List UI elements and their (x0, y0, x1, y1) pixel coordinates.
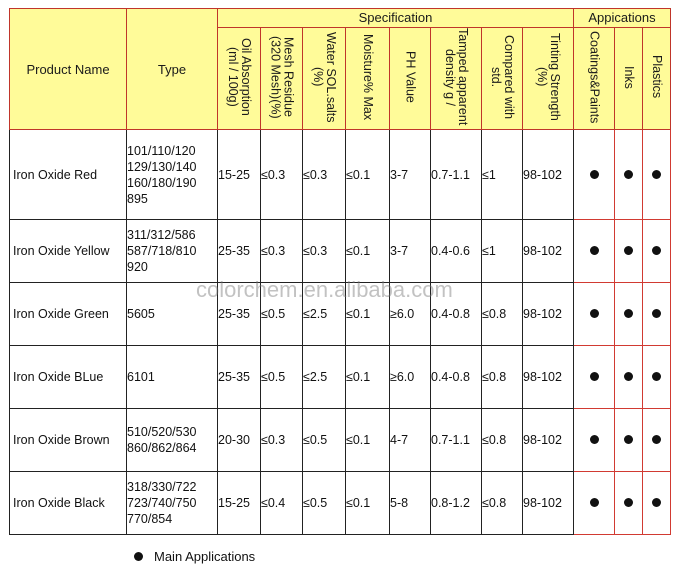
coatings-cell (574, 220, 615, 283)
header-mesh-residue (261, 28, 303, 130)
inks-cell (615, 220, 643, 283)
mesh-residue-cell: ≤0.5 (261, 346, 303, 409)
compared-with-std-cell: ≤1 (482, 220, 523, 283)
type-cell (127, 130, 218, 220)
oil-absorption-cell: 25-35 (218, 283, 261, 346)
ph-value-cell: 4-7 (390, 409, 431, 472)
bullet-dot-icon (652, 170, 661, 179)
tamped-density-cell: 0.7-1.1 (431, 130, 482, 220)
bullet-dot-icon (590, 435, 599, 444)
ph-value-cell: 3-7 (390, 130, 431, 220)
tinting-strength-cell: 98-102 (523, 130, 574, 220)
ph-value-cell: ≥6.0 (390, 346, 431, 409)
table-row (10, 283, 671, 346)
type-line: 587/718/810 (127, 244, 197, 258)
header-coatings-paints (574, 28, 615, 130)
oil-absorption-cell: 15-25 (218, 472, 261, 535)
header-applications-group: Appications (574, 9, 671, 28)
header-compared-with-std-label: Compared with std. (489, 34, 516, 120)
ph-value-cell: 3-7 (390, 220, 431, 283)
oil-absorption-cell: 15-25 (218, 130, 261, 220)
mesh-residue-cell: ≤0.4 (261, 472, 303, 535)
legend-bullet-icon (134, 552, 143, 561)
tamped-density-cell: 0.4-0.8 (431, 283, 482, 346)
type-cell (127, 409, 218, 472)
header-product-name: Product Name (10, 9, 127, 130)
table-row (10, 220, 671, 283)
product-name-cell: Iron Oxide Yellow (10, 220, 127, 283)
type-line: 101/110/120 (127, 143, 196, 158)
bullet-dot-icon (652, 246, 661, 255)
bullet-dot-icon (624, 309, 633, 318)
coatings-cell (574, 346, 615, 409)
header-tinting-strength-label: Tinting Strength (%) (535, 33, 562, 121)
header-inks (615, 28, 643, 130)
bullet-dot-icon (652, 498, 661, 507)
bullet-dot-icon (652, 372, 661, 381)
type-line: 723/740/750 (127, 496, 197, 510)
header-water-sol-salts (303, 28, 346, 130)
header-ph-value-label: PH Value (403, 51, 418, 103)
ph-value-cell: ≥6.0 (390, 283, 431, 346)
bullet-dot-icon (624, 435, 633, 444)
coatings-cell (574, 472, 615, 535)
spec-sheet (9, 8, 671, 535)
header-tamped-density-label: Tamped apparent density g / (443, 28, 470, 126)
mesh-residue-cell: ≤0.5 (261, 283, 303, 346)
bullet-dot-icon (590, 372, 599, 381)
bullet-dot-icon (624, 372, 633, 381)
compared-with-std-cell: ≤0.8 (482, 409, 523, 472)
oil-absorption-cell: 25-35 (218, 346, 261, 409)
legend (134, 549, 255, 564)
iron-oxide-spec-table (9, 8, 671, 535)
header-inks-label: Inks (622, 65, 636, 89)
type-line: 129/130/140 (127, 159, 197, 174)
type-cell (127, 346, 218, 409)
compared-with-std-cell: ≤0.8 (482, 472, 523, 535)
tamped-density-cell: 0.8-1.2 (431, 472, 482, 535)
compared-with-std-cell: ≤0.8 (482, 283, 523, 346)
header-ph-value (390, 28, 431, 130)
plastics-cell (643, 472, 671, 535)
watermark-text: colorchem.en.alibaba.com (196, 277, 453, 302)
type-line: 160/180/190 (127, 175, 197, 190)
water-sol-salts-cell: ≤2.5 (303, 283, 346, 346)
table-row (10, 409, 671, 472)
header-plastics (643, 28, 671, 130)
header-moisture-max-label: Moisture% Max (361, 33, 375, 121)
type-cell (127, 283, 218, 346)
bullet-dot-icon (624, 170, 633, 179)
plastics-cell (643, 283, 671, 346)
product-name-cell: Iron Oxide Red (10, 130, 127, 220)
type-line: 510/520/530 (127, 425, 197, 439)
header-group-row (10, 9, 671, 28)
header-compared-with-std (482, 28, 523, 130)
legend-label: Main Applications (154, 549, 256, 564)
bullet-dot-icon (652, 309, 661, 318)
water-sol-salts-cell: ≤0.3 (303, 220, 346, 283)
bullet-dot-icon (590, 309, 599, 318)
type-line: 5605 (127, 307, 155, 321)
header-tinting-strength (523, 28, 574, 130)
product-name-cell: Iron Oxide Black (10, 472, 127, 535)
product-name-cell: Iron Oxide BLue (10, 346, 127, 409)
bullet-dot-icon (652, 435, 661, 444)
plastics-cell (643, 409, 671, 472)
compared-with-std-cell: ≤0.8 (482, 346, 523, 409)
plastics-cell (643, 346, 671, 409)
water-sol-salts-cell: ≤0.5 (303, 409, 346, 472)
tamped-density-cell: 0.7-1.1 (431, 409, 482, 472)
header-plastics-label: Plastics (650, 55, 664, 99)
header-moisture-max (346, 28, 390, 130)
plastics-cell (643, 220, 671, 283)
moisture-max-cell: ≤0.1 (346, 346, 390, 409)
bullet-dot-icon (590, 170, 599, 179)
table-row (10, 130, 671, 220)
tinting-strength-cell: 98-102 (523, 409, 574, 472)
oil-absorption-cell: 25-35 (218, 220, 261, 283)
ph-value-cell: 5-8 (390, 472, 431, 535)
header-coatings-paints-label: Coatings&Paints (587, 30, 602, 124)
inks-cell (615, 130, 643, 220)
product-name-cell: Iron Oxide Brown (10, 409, 127, 472)
type-line: 895 (127, 191, 148, 206)
header-specification-group: Specification (218, 9, 574, 28)
mesh-residue-cell: ≤0.3 (261, 409, 303, 472)
coatings-cell (574, 283, 615, 346)
moisture-max-cell: ≤0.1 (346, 472, 390, 535)
bullet-dot-icon (624, 498, 633, 507)
type-line: 311/312/586 (127, 228, 196, 242)
water-sol-salts-cell: ≤0.3 (303, 130, 346, 220)
mesh-residue-cell: ≤0.3 (261, 130, 303, 220)
bullet-dot-icon (590, 498, 599, 507)
header-oil-absorption-label: Oil Absorption (ml / 100g) (226, 38, 253, 116)
tamped-density-cell: 0.4-0.6 (431, 220, 482, 283)
bullet-dot-icon (624, 246, 633, 255)
water-sol-salts-cell: ≤0.5 (303, 472, 346, 535)
plastics-cell (643, 130, 671, 220)
tinting-strength-cell: 98-102 (523, 346, 574, 409)
type-line: 770/854 (127, 512, 173, 526)
moisture-max-cell: ≤0.1 (346, 283, 390, 346)
type-line: 6101 (127, 370, 155, 384)
inks-cell (615, 346, 643, 409)
tinting-strength-cell: 98-102 (523, 472, 574, 535)
inks-cell (615, 409, 643, 472)
type-cell (127, 220, 218, 283)
bullet-dot-icon (590, 246, 599, 255)
inks-cell (615, 283, 643, 346)
inks-cell (615, 472, 643, 535)
water-sol-salts-cell: ≤2.5 (303, 346, 346, 409)
moisture-max-cell: ≤0.1 (346, 409, 390, 472)
header-water-sol-salts-label: Water SOL.salts (%) (311, 31, 338, 123)
table-row (10, 346, 671, 409)
oil-absorption-cell: 20-30 (218, 409, 261, 472)
moisture-max-cell: ≤0.1 (346, 130, 390, 220)
table-row (10, 472, 671, 535)
header-oil-absorption (218, 28, 261, 130)
type-line: 920 (127, 260, 148, 274)
tinting-strength-cell: 98-102 (523, 220, 574, 283)
header-tamped-density (431, 28, 482, 130)
header-mesh-residue-label: Mesh Residue (320 Mesh)(%) (268, 35, 296, 119)
coatings-cell (574, 130, 615, 220)
type-cell (127, 472, 218, 535)
moisture-max-cell: ≤0.1 (346, 220, 390, 283)
mesh-residue-cell: ≤0.3 (261, 220, 303, 283)
compared-with-std-cell: ≤1 (482, 130, 523, 220)
header-type: Type (127, 9, 218, 130)
type-line: 860/862/864 (127, 441, 197, 455)
tamped-density-cell: 0.4-0.8 (431, 346, 482, 409)
coatings-cell (574, 409, 615, 472)
product-name-cell: Iron Oxide Green (10, 283, 127, 346)
tinting-strength-cell: 98-102 (523, 283, 574, 346)
type-line: 318/330/722 (127, 480, 197, 494)
